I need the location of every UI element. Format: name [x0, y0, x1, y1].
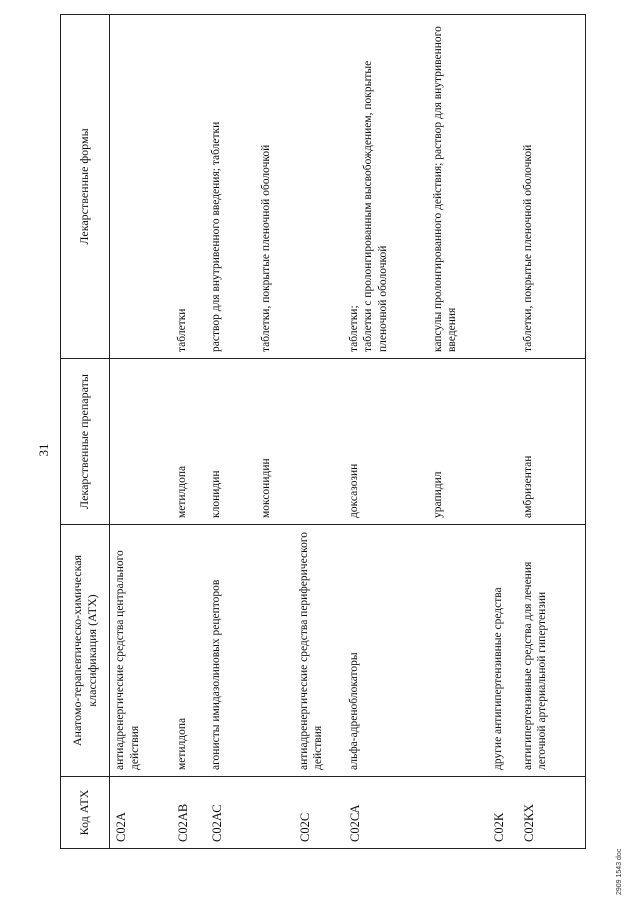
- cell-drug: амбризентан: [518, 359, 586, 525]
- atc-table: [60, 14, 586, 849]
- cell-code: С02АС: [206, 777, 256, 849]
- cell-form: [294, 15, 344, 359]
- table-row: [256, 15, 294, 849]
- cell-form: [488, 15, 518, 359]
- cell-drug: [110, 359, 172, 525]
- table-row: [488, 15, 518, 849]
- cell-atc: альфа-адреноблокаторы: [344, 525, 428, 777]
- table-row: [344, 15, 428, 849]
- cell-code: С02А: [110, 777, 172, 849]
- table-row: [518, 15, 586, 849]
- header-drugs: Лекарственные препараты: [61, 359, 110, 525]
- table-row: [110, 15, 172, 849]
- cell-form: капсулы пролонгированного действия; раствор для внутривенного введения: [428, 15, 488, 359]
- table-row: [428, 15, 488, 849]
- cell-code: С02К: [488, 777, 518, 849]
- cell-code: С02КХ: [518, 777, 586, 849]
- footer-doc-id: 2909 1543 doc: [616, 848, 623, 895]
- cell-form: таблетки, покрытые пленочной оболочкой: [256, 15, 294, 359]
- cell-form: [110, 15, 172, 359]
- cell-form: таблетки: [172, 15, 206, 359]
- cell-code: [256, 777, 294, 849]
- page-number: 31: [36, 443, 51, 457]
- cell-drug: метилдопа: [172, 359, 206, 525]
- cell-drug: урапидил: [428, 359, 488, 525]
- cell-code: С02СА: [344, 777, 428, 849]
- cell-atc: другие антигипертензивные средства: [488, 525, 518, 777]
- cell-form: таблетки, покрытые пленочной оболочкой: [518, 15, 586, 359]
- table-row: [206, 15, 256, 849]
- header-code: Код АТХ: [61, 777, 110, 849]
- cell-atc: агонисты имидазолиновых рецепторов: [206, 525, 256, 777]
- table-header-row: [61, 15, 110, 849]
- cell-atc: [256, 525, 294, 777]
- cell-atc: [428, 525, 488, 777]
- cell-code: [428, 777, 488, 849]
- table-row: [294, 15, 344, 849]
- cell-drug: доксазозин: [344, 359, 428, 525]
- cell-atc: антиадренергические средства периферического действия: [294, 525, 344, 777]
- cell-atc: антиадренергические средства центрального действия: [110, 525, 172, 777]
- cell-atc: метилдопа: [172, 525, 206, 777]
- cell-form: таблетки; таблетки с пролонгированным высвобождением, покрытые пленочной оболочкой: [344, 15, 428, 359]
- cell-code: С02АВ: [172, 777, 206, 849]
- cell-code: С02С: [294, 777, 344, 849]
- cell-drug: клонидин: [206, 359, 256, 525]
- cell-drug: [488, 359, 518, 525]
- cell-atc: антигипертензивные средства для лечения легочной артериальной гипертензии: [518, 525, 586, 777]
- header-forms: Лекарственные формы: [61, 15, 110, 359]
- cell-drug: моксонидин: [256, 359, 294, 525]
- cell-drug: [294, 359, 344, 525]
- table-row: [172, 15, 206, 849]
- cell-form: раствор для внутривенного введения; таблетки: [206, 15, 256, 359]
- header-atc: Анатомо-терапевтическо-химическая классификация (АТХ): [61, 525, 110, 777]
